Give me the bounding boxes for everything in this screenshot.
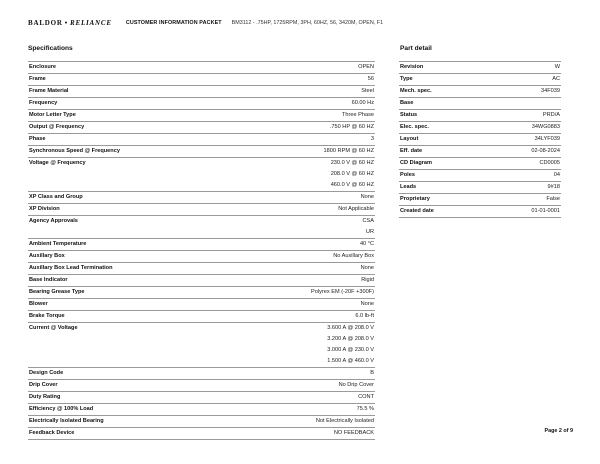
- spec-label: Auxillary Box Lead Termination: [28, 263, 232, 275]
- spec-value: No Auxillary Box: [232, 251, 375, 263]
- spec-label: Ambient Temperature: [28, 239, 232, 251]
- part-row: [399, 62, 561, 74]
- part-detail-table: [399, 61, 561, 218]
- part-label: Layout: [399, 134, 486, 146]
- spec-row: [28, 74, 375, 86]
- part-row: [399, 182, 561, 194]
- spec-value: Three Phase: [232, 110, 375, 122]
- part-row: [399, 86, 561, 98]
- spec-value: 3.000 A @ 230.0 V: [327, 347, 374, 354]
- spec-label: Feedback Device: [28, 428, 232, 440]
- spec-value: Not Electrically Isolated: [232, 416, 375, 428]
- part-label: Elec. spec.: [399, 122, 486, 134]
- spec-row: [28, 110, 375, 122]
- logo-right-text: RELIANCE: [70, 19, 112, 27]
- spec-row: [28, 204, 375, 216]
- spec-value: .750 HP @ 60 HZ: [232, 122, 375, 134]
- spec-row: [28, 323, 375, 335]
- specifications-table: [28, 61, 375, 440]
- spec-label: Efficiency @ 100% Load: [28, 404, 232, 416]
- part-value: W: [486, 62, 561, 74]
- spec-value: 75.5 %: [232, 404, 375, 416]
- document-header: [28, 19, 383, 27]
- spec-label: Output @ Frequency: [28, 122, 232, 134]
- spec-value: Not Applicable: [232, 204, 375, 216]
- specifications-title: Specifications: [28, 45, 73, 52]
- part-label: Type: [399, 74, 486, 86]
- part-value: 34LYF039: [486, 134, 561, 146]
- spec-value: 1.500 A @ 460.0 V: [232, 356, 375, 368]
- spec-row: [28, 311, 375, 323]
- spec-value: 3.600 A @ 208.0 V: [327, 325, 374, 332]
- part-label: CD Diagram: [399, 158, 486, 170]
- spec-label: XP Division: [28, 204, 232, 216]
- spec-row: [28, 380, 375, 392]
- part-row: [399, 146, 561, 158]
- spec-label: Base Indicator: [28, 275, 232, 287]
- spec-value: 60.00 Hz: [232, 98, 375, 110]
- logo-left-text: BALDOR: [28, 19, 63, 27]
- part-value: AC: [486, 74, 561, 86]
- spec-label: [28, 169, 232, 180]
- part-row: [399, 74, 561, 86]
- part-value: 34WG0883: [486, 122, 561, 134]
- spec-value: Polyrex EM (-20F +300F): [232, 287, 375, 299]
- spec-row: [28, 404, 375, 416]
- spec-value: 3.200 A @ 208.0 V: [327, 336, 374, 343]
- spec-label: Auxillary Box: [28, 251, 232, 263]
- spec-label: Electrically Isolated Bearing: [28, 416, 232, 428]
- spec-row: [28, 287, 375, 299]
- spec-row: [28, 263, 375, 275]
- part-row: [399, 98, 561, 110]
- part-row: [399, 170, 561, 182]
- spec-label: Frequency: [28, 98, 232, 110]
- spec-row: [28, 356, 375, 368]
- spec-row: [28, 227, 375, 239]
- part-value: 04: [486, 170, 561, 182]
- spec-label: Phase: [28, 134, 232, 146]
- part-value: PRD/A: [486, 110, 561, 122]
- spec-value: B: [232, 368, 375, 380]
- spec-label: Synchronous Speed @ Frequency: [28, 146, 232, 158]
- spec-row: [28, 428, 375, 440]
- spec-label: Duty Rating: [28, 392, 232, 404]
- spec-row: [28, 98, 375, 110]
- part-label: Status: [399, 110, 486, 122]
- spec-label: Agency Approvals: [29, 218, 78, 225]
- spec-value: 3: [232, 134, 375, 146]
- spec-label: Frame: [28, 74, 232, 86]
- spec-label: Motor Letter Type: [28, 110, 232, 122]
- spec-row: [28, 251, 375, 263]
- spec-label: [28, 180, 232, 192]
- spec-label: [28, 356, 232, 368]
- spec-value: None: [232, 263, 375, 275]
- spec-label: Drip Cover: [28, 380, 232, 392]
- part-value: 9#18: [486, 182, 561, 194]
- packet-subtitle: BM3112 - .75HP, 1725RPM, 3PH, 60HZ, 56, 3420M, OPEN, F1: [231, 20, 384, 26]
- spec-row: [28, 345, 375, 356]
- part-row: [399, 134, 561, 146]
- spec-label: Enclosure: [28, 62, 232, 74]
- logo-separator: •: [64, 19, 69, 27]
- spec-label: [28, 334, 232, 345]
- spec-value: Rigid: [232, 275, 375, 287]
- part-value: 01-01-0001: [486, 206, 561, 218]
- spec-label: Design Code: [28, 368, 232, 380]
- spec-value: 6.0 lb-ft: [232, 311, 375, 323]
- spec-row: [28, 146, 375, 158]
- part-label: Created date: [399, 206, 486, 218]
- packet-title: CUSTOMER INFORMATION PACKET: [125, 20, 222, 26]
- spec-row: [28, 392, 375, 404]
- spec-value: OPEN: [232, 62, 375, 74]
- part-row: [399, 194, 561, 206]
- spec-row: [28, 169, 375, 180]
- spec-value: CONT: [232, 392, 375, 404]
- spec-value: 208.0 V @ 60 HZ: [330, 171, 374, 178]
- spec-row: [28, 122, 375, 134]
- spec-value: 460.0 V @ 60 HZ: [232, 180, 375, 192]
- spec-row: [28, 86, 375, 98]
- part-label: Poles: [399, 170, 486, 182]
- spec-label: [28, 227, 232, 239]
- spec-row: [28, 368, 375, 380]
- spec-value: UR: [232, 227, 375, 239]
- spec-row: [28, 192, 375, 204]
- spec-row: [28, 134, 375, 146]
- part-label: Eff. date: [399, 146, 486, 158]
- part-label: Mech. spec.: [399, 86, 486, 98]
- part-label: Base: [399, 98, 486, 110]
- spec-label: Blower: [28, 299, 232, 311]
- spec-value: None: [232, 299, 375, 311]
- spec-row: [28, 299, 375, 311]
- spec-row: [28, 216, 375, 228]
- spec-label: Brake Torque: [28, 311, 232, 323]
- part-row: [399, 110, 561, 122]
- spec-value: Steel: [232, 86, 375, 98]
- page-number: Page 2 of 9: [544, 428, 573, 434]
- part-value: False: [486, 194, 561, 206]
- part-label: Proprietary: [399, 194, 486, 206]
- spec-row: [28, 416, 375, 428]
- part-value: 02-08-2024: [486, 146, 561, 158]
- spec-value: None: [232, 192, 375, 204]
- spec-value: NO FEEDBACK: [232, 428, 375, 440]
- spec-row: [28, 62, 375, 74]
- part-value: CD0005: [486, 158, 561, 170]
- spec-row: [28, 158, 375, 170]
- spec-value: 56: [232, 74, 375, 86]
- part-row: [399, 158, 561, 170]
- part-row: [399, 206, 561, 218]
- spec-label: Current @ Voltage: [29, 325, 78, 332]
- spec-row: [28, 239, 375, 251]
- spec-value: 40 °C: [232, 239, 375, 251]
- spec-value: No Drip Cover: [232, 380, 375, 392]
- part-label: Revision: [399, 62, 486, 74]
- brand-logo: [28, 19, 112, 27]
- part-value: [486, 98, 561, 110]
- spec-value: CSA: [362, 218, 374, 225]
- spec-label: Voltage @ Frequency: [29, 160, 86, 166]
- part-row: [399, 122, 561, 134]
- spec-label: Bearing Grease Type: [28, 287, 232, 299]
- spec-row: [28, 275, 375, 287]
- spec-label: [28, 345, 232, 356]
- spec-row: [28, 180, 375, 192]
- part-label: Leads: [399, 182, 486, 194]
- spec-label: XP Class and Group: [28, 192, 232, 204]
- spec-value: 230.0 V @ 60 HZ: [330, 160, 374, 166]
- part-detail-title: Part detail: [400, 45, 432, 52]
- spec-label: Frame Material: [28, 86, 232, 98]
- part-value: 34F039: [486, 86, 561, 98]
- spec-row: [28, 334, 375, 345]
- spec-value: 1800 RPM @ 60 HZ: [232, 146, 375, 158]
